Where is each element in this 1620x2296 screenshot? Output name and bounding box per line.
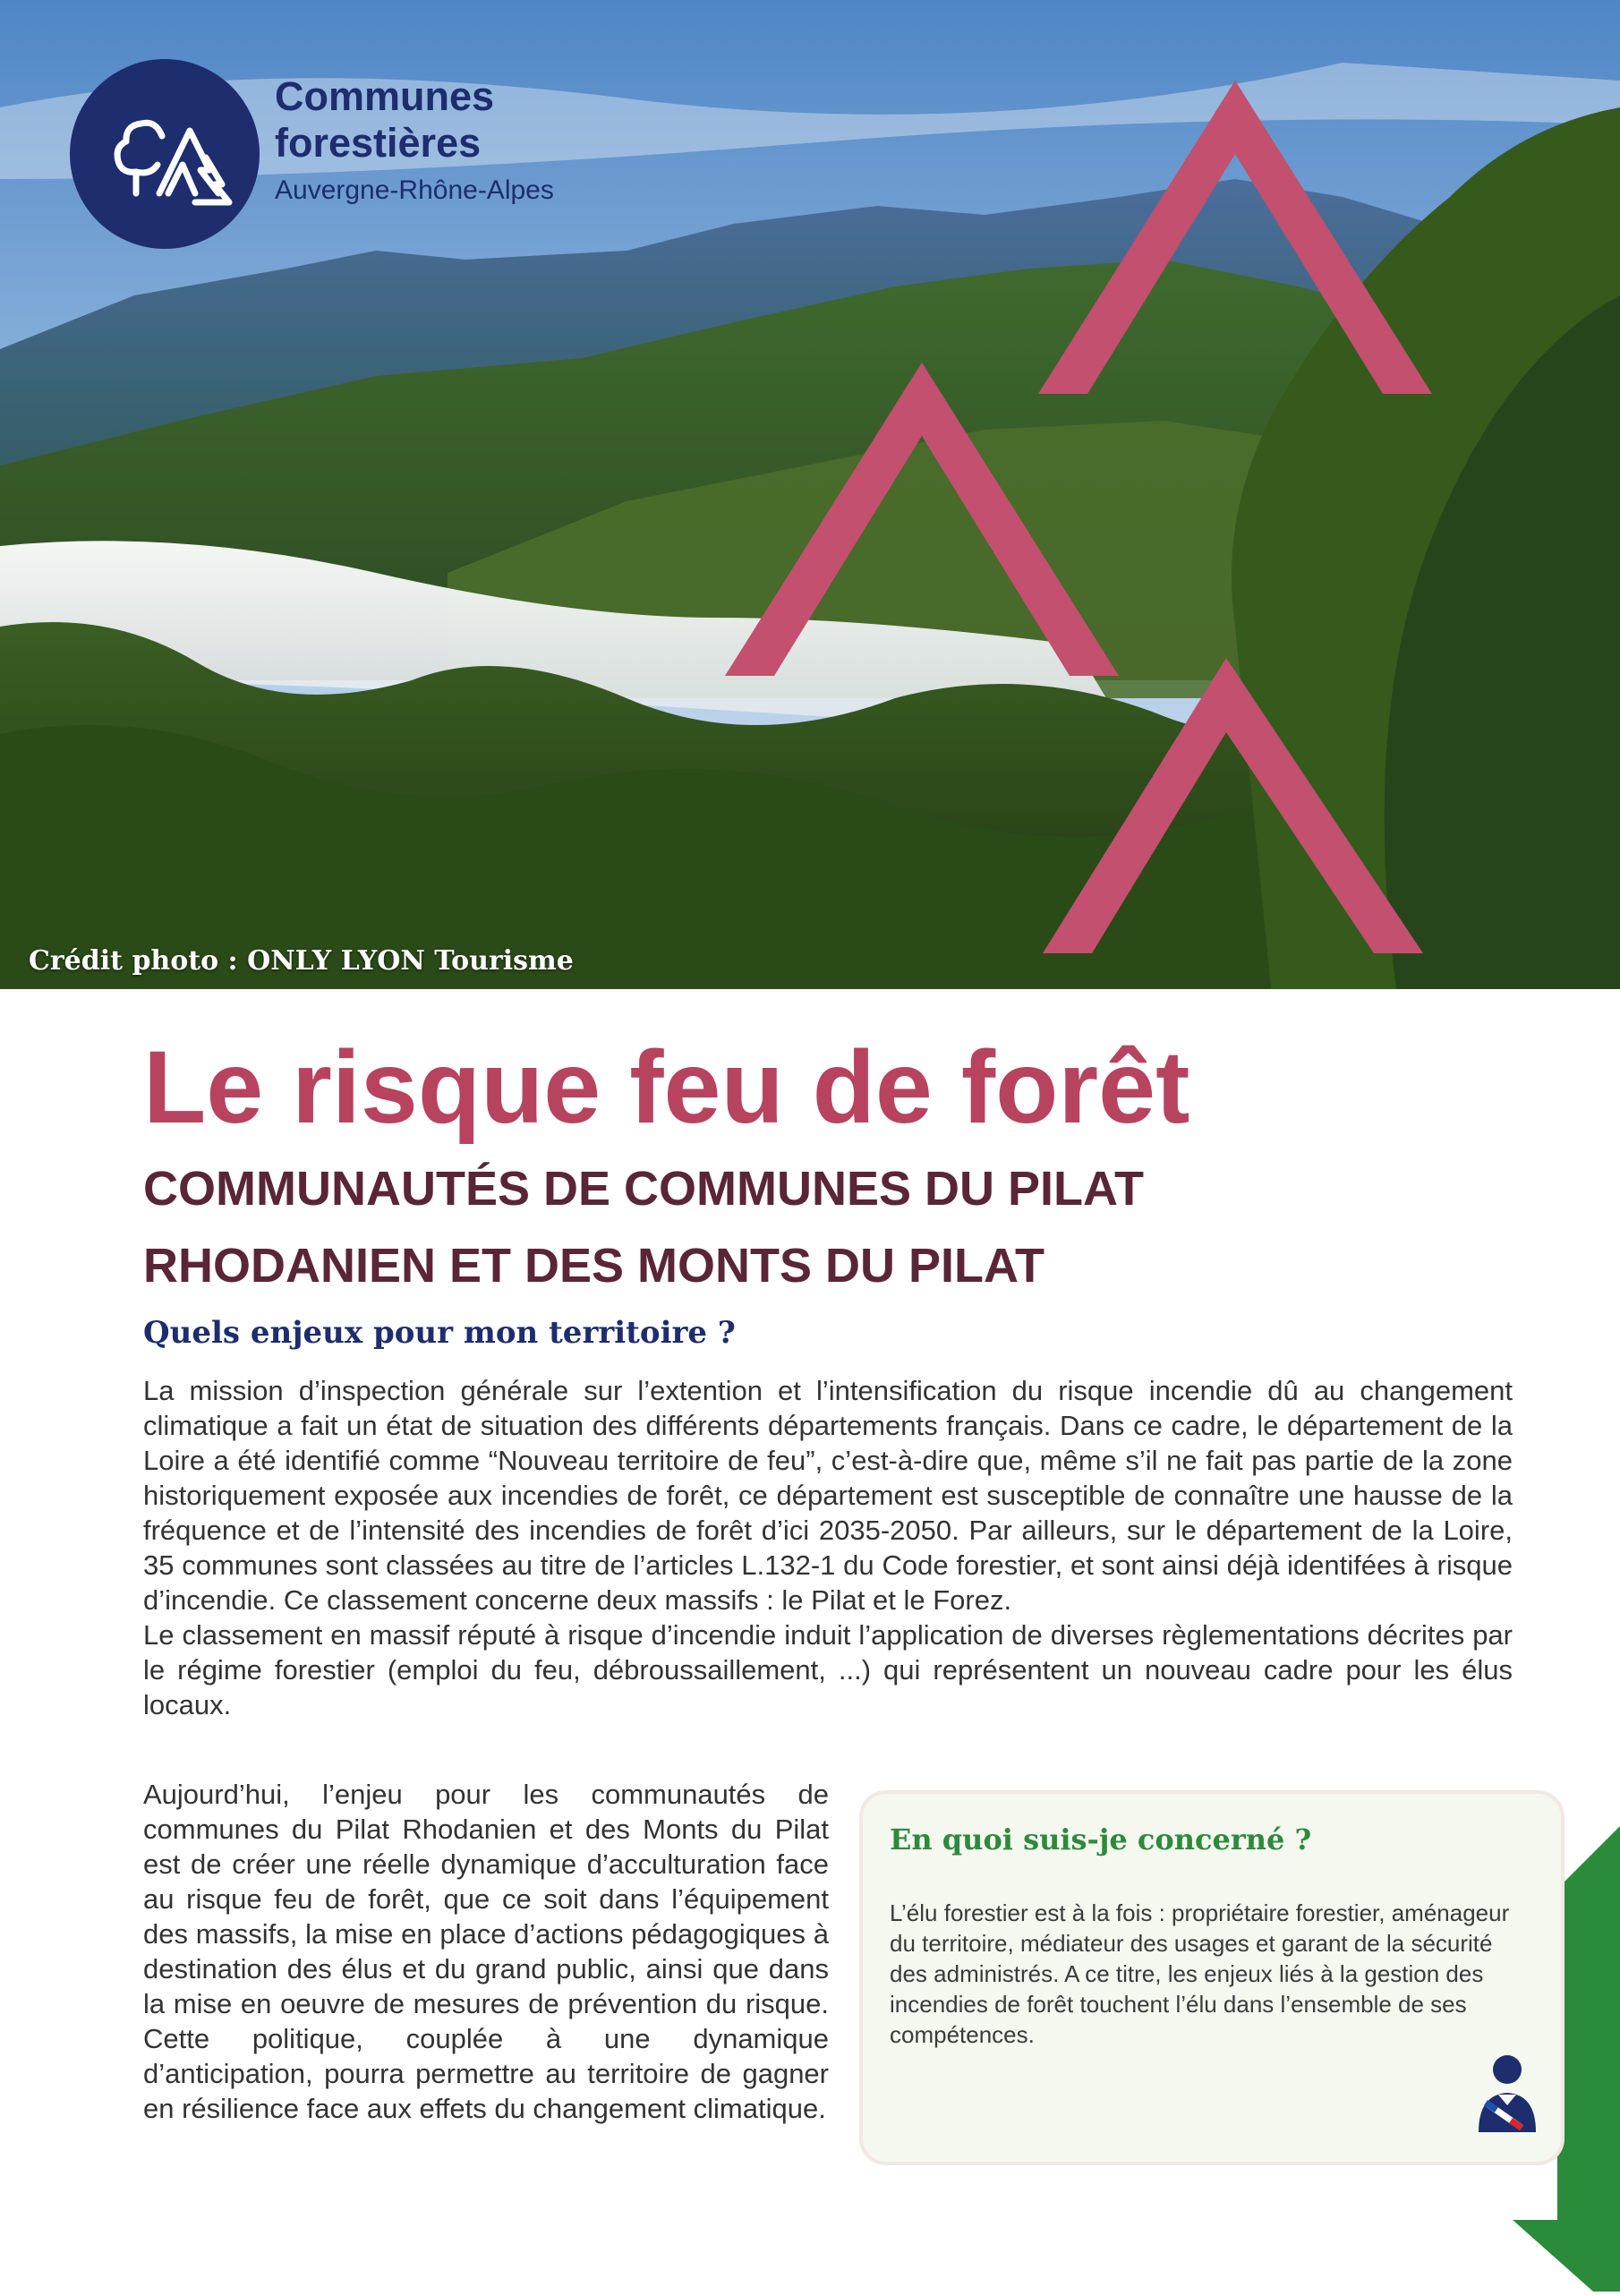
logo-region: Auvergne-Rhône-Alpes — [275, 175, 554, 205]
logo-name: Communes forestières — [275, 73, 495, 166]
concern-box-text: L’élu forestier est à la fois : propriétaire forestier, aménageur du territoire, médiateur des usages et garant de la sécurité des administrés. A ce titre, les enjeux liés à la gestion des incendies de forêt touchent l’élu dans l’ensemble de ses compétences. — [890, 1899, 1510, 2048]
section-question: Quels enjeux pour mon territoire ? — [143, 1315, 736, 1351]
page-title: Le risque feu de forêt — [143, 1030, 1190, 1145]
intro-paragraph: La mission d’inspection générale sur l’extention et l’intensification du risque incendie dû au changement climatique a fait un état de situation des différents départements français. Dans ce cadre, le département de la Loire a été identifié comme “Nouveau territoire de feu”, c’est-à-dire que, même s’il ne fait pas partie de la zone historiquement exposée aux incendies de forêt, ce département est susceptible de connaître une hausse de la fréquence et de l’intensité des incendies de forêt d’ici 2035-2050. Par ailleurs, sur le département de la Loire, 35 communes sont classées au titre de l’articles L.132-1 du Code forestier, et sont ainsi déjà identifées à risque d’incendie. Ce classement concerne deux massifs : le Pilat et le Forez. — [143, 1375, 1513, 1616]
subtitle-line: COMMUNAUTÉS DE COMMUNES DU PILAT — [143, 1162, 1144, 1216]
intro-paragraph: Le classement en massif réputé à risque d’incendie induit l’application de diverses règlementations décrites par le régime forestier (emploi du feu, débroussaillement, ...) qui représentent un nouveau cadre pour les élus locaux. — [143, 1619, 1513, 1720]
concern-box — [859, 1790, 1565, 2165]
mayor-icon — [1471, 2050, 1543, 2132]
trees-logo-icon — [70, 59, 260, 249]
subtitle-line: RHODANIEN ET DES MONTS DU PILAT — [143, 1239, 1045, 1293]
intro-text — [143, 1373, 1513, 1722]
photo-credit: Crédit photo : ONLY LYON Tourisme — [29, 945, 574, 977]
concern-box-title: En quoi suis-je concerné ? — [890, 1822, 1312, 1856]
left-column-text: Aujourd’hui, l’enjeu pour les communautés de communes du Pilat Rhodanien et des Monts du Pilat est de créer une réelle dynamique d’acculturation face au risque feu de forêt, que ce soit dans l’équipement des massifs, la mise en place d’actions pédagogiques à destination des élus et du grand public, ainsi que dans la mise en oeuvre de mesures de prévention du risque. Cette politique, couplée à une dynamique d’anticipation, pourra permettre au territoire de gagner en résilience face aux effets du changement climatique. — [143, 1779, 829, 2124]
